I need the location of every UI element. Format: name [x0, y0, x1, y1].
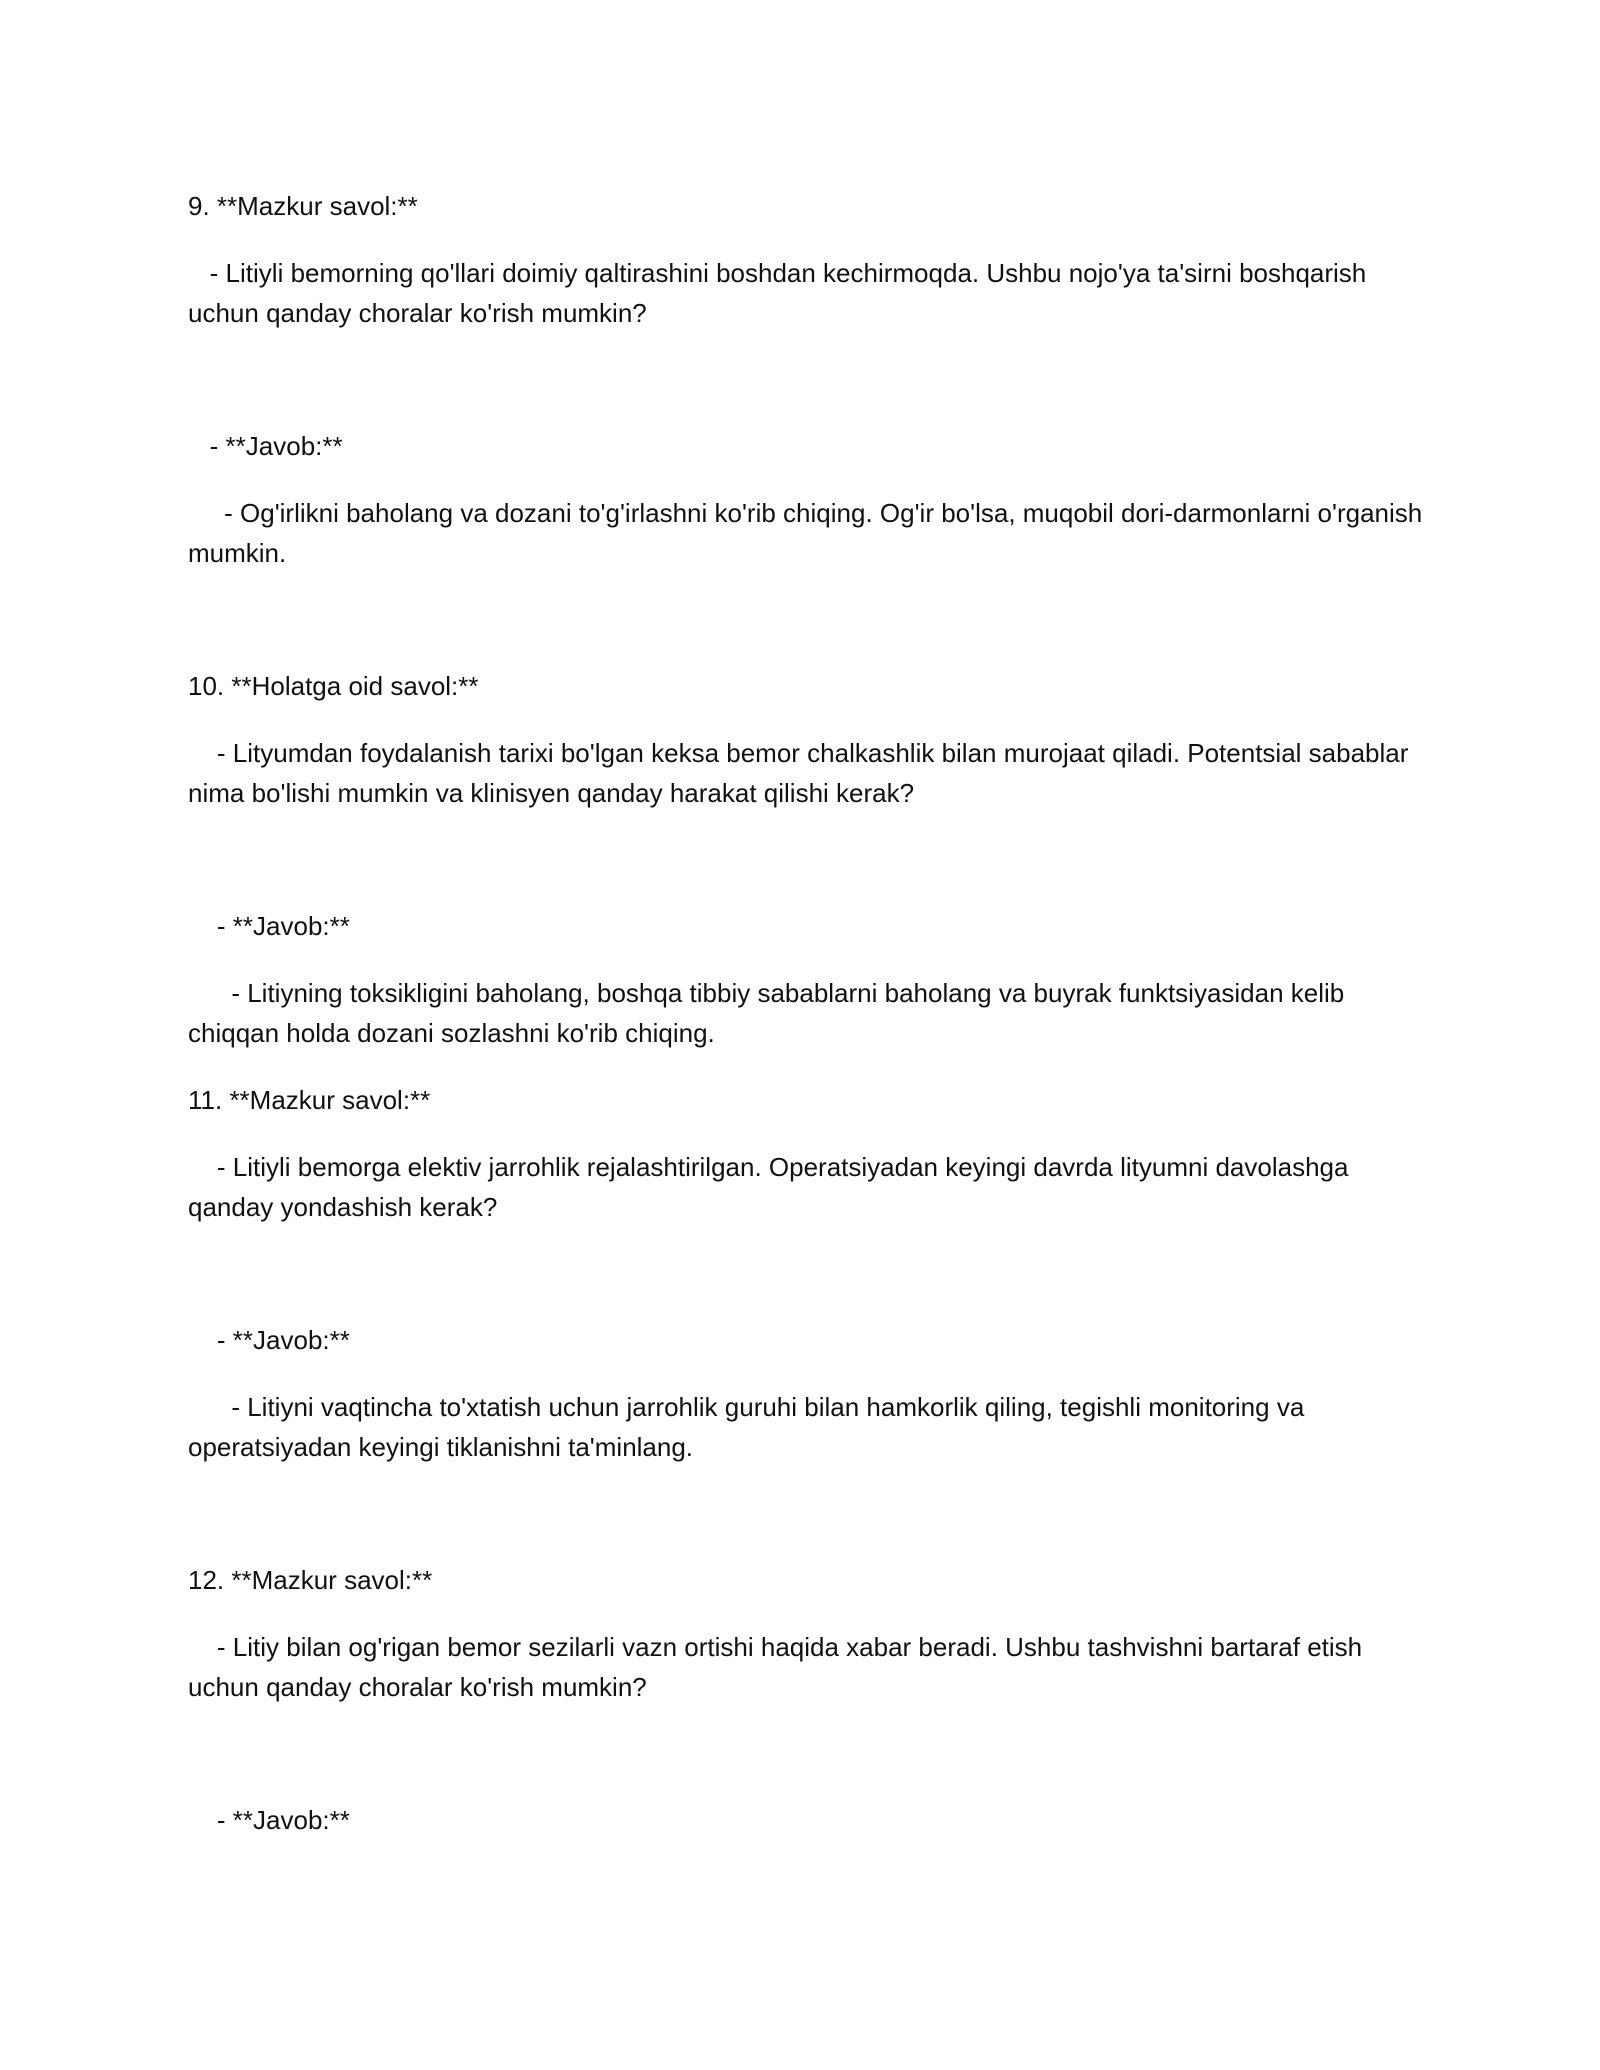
question-heading: 10. **Holatga oid savol:**: [188, 671, 479, 701]
answer-label: - **Javob:**: [188, 1325, 350, 1355]
question-heading: 12. **Mazkur savol:**: [188, 1565, 433, 1595]
question-heading: 9. **Mazkur savol:**: [188, 191, 418, 221]
question-text: - Litiyli bemorga elektiv jarrohlik rejalashtirilgan. Operatsiyadan keyingi davrda lityumni davolashga qanday yondashish kerak?: [188, 1152, 1356, 1222]
answer-text: - Og'irlikni baholang va dozani to'g'irlashni ko'rib chiqing. Og'ir bo'lsa, muqobil dori-darmonlarni o'rganish mumkin.: [188, 498, 1430, 568]
answer-label: - **Javob:**: [188, 911, 350, 941]
question-text: - Litiy bilan og'rigan bemor sezilarli vazn ortishi haqida xabar beradi. Ushbu tashvishni bartaraf etish uchun qanday choralar ko'rish mumkin?: [188, 1632, 1370, 1702]
question-text: - Litiyli bemorning qo'llari doimiy qaltirashini boshdan kechirmoqda. Ushbu nojo'ya ta'sirni boshqarish uchun qanday choralar ko'rish mumkin?: [188, 258, 1374, 328]
answer-label: - **Javob:**: [188, 1805, 350, 1835]
answer-text: - Litiyning toksikligini baholang, boshqa tibbiy sabablarni baholang va buyrak funktsiyasidan kelib chiqqan holda dozani sozlashni ko'rib chiqing.: [188, 978, 1352, 1048]
answer-label: - **Javob:**: [188, 431, 343, 461]
answer-text: - Litiyni vaqtincha to'xtatish uchun jarrohlik guruhi bilan hamkorlik qiling, tegishli monitoring va operatsiyadan keyingi tiklanishni ta'minlang.: [188, 1392, 1312, 1462]
question-text: - Lityumdan foydalanish tarixi bo'lgan keksa bemor chalkashlik bilan murojaat qiladi. Potentsial sabablar nima bo'lishi mumkin va klinisyen qanday harakat qilishi kerak?: [188, 738, 1416, 808]
question-heading: 11. **Mazkur savol:**: [188, 1085, 431, 1115]
